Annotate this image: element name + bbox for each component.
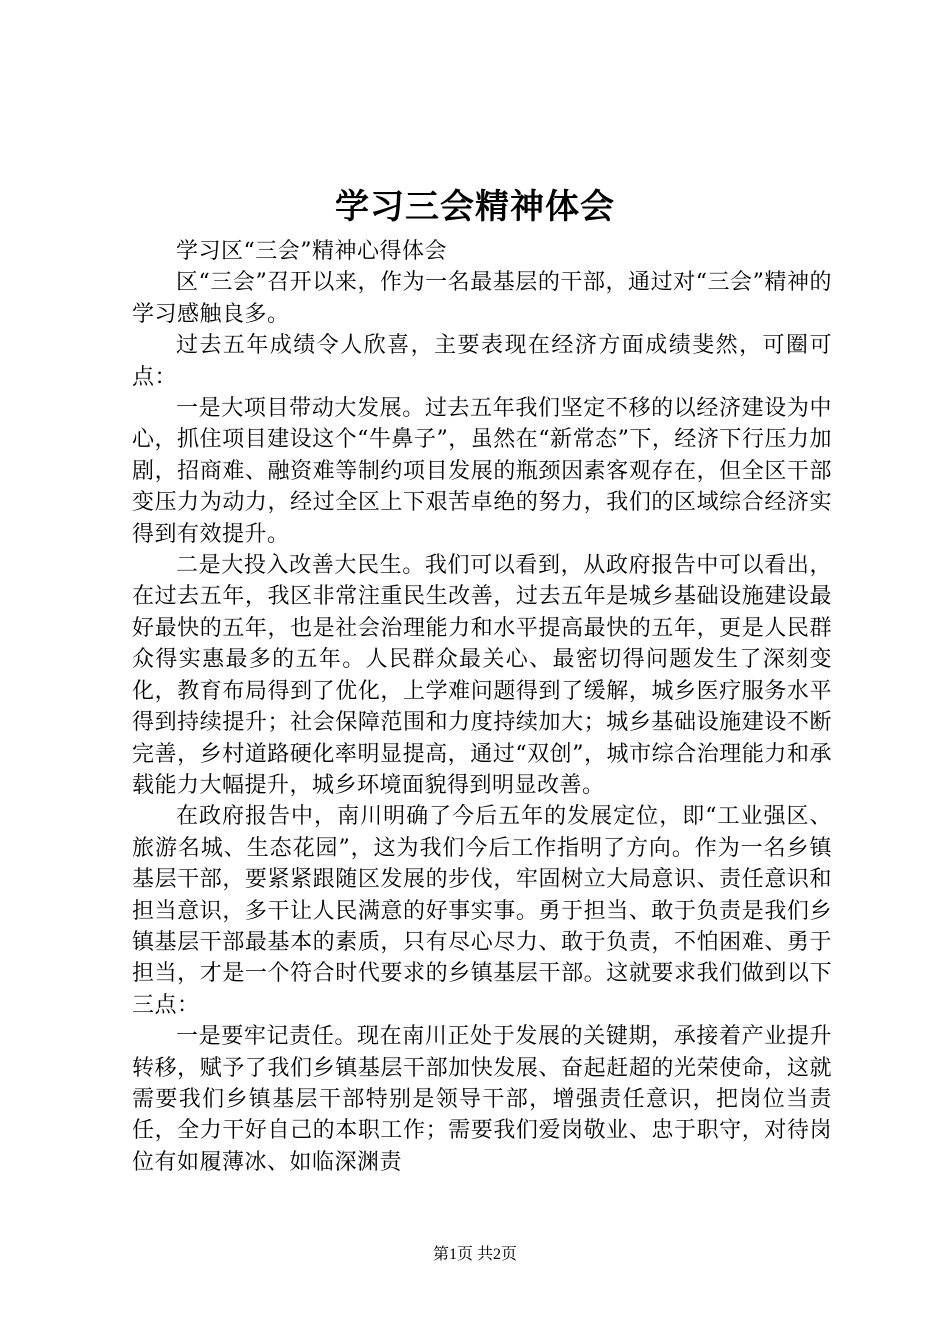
paragraph-positioning: 在政府报告中，南川明确了今后五年的发展定位，即“工业强区、旅游名城、生态花园”，这为我们今后工作指明了方向。作为一名乡镇基层干部，要紧紧跟随区发展的步伐，牢固树立大局意识、责任意识和担当意识，多干让人民满意的好事实事。勇于担当、敢于负责是我们乡镇基层干部最基本的素质，只有尽心尽力、敢于负责，不怕困难、勇于担当，才是一个符合时代要求的乡镇基层干部。这就要求我们做到以下三点： xyxy=(132,804,832,1018)
paragraph-intro: 区“三会”召开以来，作为一名最基层的干部，通过对“三会”精神的学习感触良多。 xyxy=(132,270,832,327)
document-title: 学习三会精神体会 xyxy=(335,187,615,227)
paragraph-subtitle: 学习区“三会”精神心得体会 xyxy=(176,239,447,264)
paragraph-responsibility: 一是要牢记责任。现在南川正处于发展的关键期，承接着产业提升转移，赋予了我们乡镇基层干部加快发展、奋起赶超的光荣使命，这就需要我们乡镇基层干部特别是领导干部，增强责任意识，把岗位当责任，全力干好自己的本职工作；需要我们爱岗敬业、忠于职守，对待岗位有如履薄冰、如临深渊责 xyxy=(132,1024,832,1175)
page-footer: 第1页 共2页 xyxy=(432,1246,517,1263)
paragraph-point-two: 二是大投入改善大民生。我们可以看到，从政府报告中可以看出，在过去五年，我区非常注重民生改善，过去五年是城乡基础设施建设最好最快的五年，也是社会治理能力和水平提高最快的五年，更是人民群众得实惠最多的五年。人民群众最关心、最密切得问题发生了深刻变化，教育布局得到了优化，上学难问题得到了缓解，城乡医疗服务水平得到持续提升；社会保障范围和力度持续加大；城乡基础设施建设不断完善，乡村道路硬化率明显提高，通过“双创”，城市综合治理能力和承载能力大幅提升，城乡环境面貌得到明显改善。 xyxy=(132,553,832,798)
paragraph-achievements: 过去五年成绩令人欣喜，主要表现在经济方面成绩斐然，可圈可点： xyxy=(132,333,832,390)
paragraph-point-one: 一是大项目带动大发展。过去五年我们坚定不移的以经济建设为中心，抓住项目建设这个“牛鼻子”，虽然在“新常态”下，经济下行压力加剧，招商难、融资难等制约项目发展的瓶颈因素客观存在，但全区干部变压力为动力，经过全区上下艰苦卓绝的努力，我们的区域综合经济实得到有效提升。 xyxy=(132,396,832,547)
document-body xyxy=(132,236,832,1178)
